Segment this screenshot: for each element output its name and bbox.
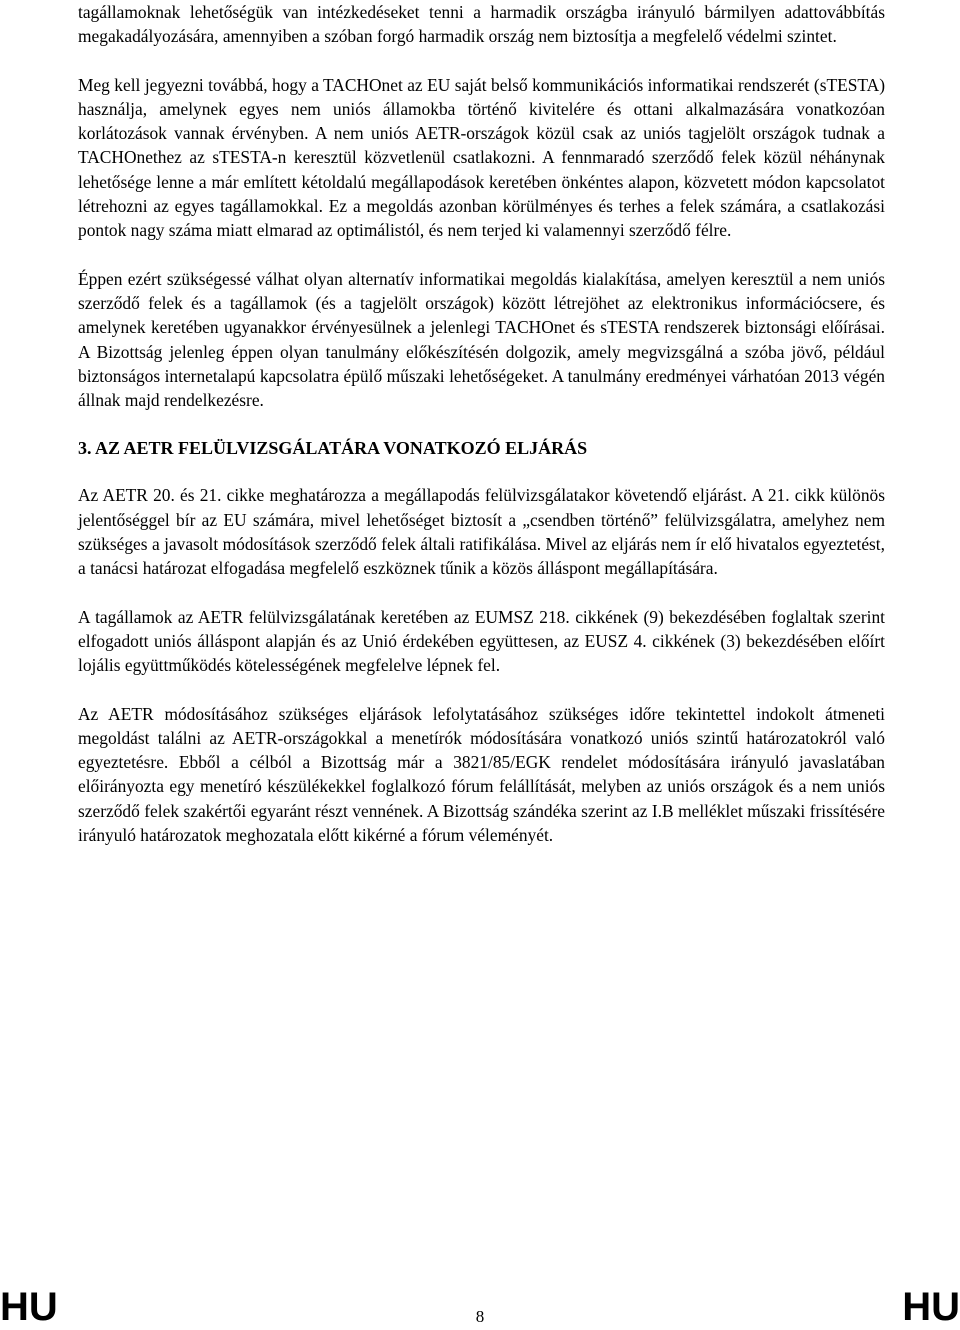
- paragraph-continuation: tagállamoknak lehetőségük van intézkedéseket tenni a harmadik országba irányuló bármilyen adattovábbítás megakadályozására, amennyiben a szóban forgó harmadik ország nem biztosítja a megfelelő védelmi szintet.: [78, 2, 885, 47]
- footer-language-right: HU: [902, 1285, 960, 1329]
- page-number: 8: [475, 1307, 485, 1326]
- paragraph-tachonet-stesta: Meg kell jegyezni továbbá, hogy a TACHOnet az EU saját belső kommunikációs informatikai rendszerét (sTESTA) használja, amelynek egyes nem uniós államokba történő kivitelére és ottani alkalmazására vonatkozóan korlátozások vannak érvényben. A nem uniós AETR-országok közül csak az uniós tagjelölt országok tudnak a TACHOnethez az sTESTA-n keresztül közvetlenül csatlakozni. A fennmaradó szerződő felek közül néhánynak lehetősége lenne a már említett kétoldalú megállapodások keretében önkéntes alapon, közvetett módon kapcsolatot létrehozni az egyes tagállamokkal. Ez a megoldás azonban körülményes és terhes a felek számára, a csatlakozási pontok nagy száma miatt elmarad az optimálistól, és nem terjed ki valamennyi szerződő félre.: [78, 74, 885, 241]
- paragraph-aetr-procedure: Az AETR 20. és 21. cikke meghatározza a megállapodás felülvizsgálatakor követendő eljárást. A 21. cikk különös jelentőséggel bír az EU számára, mivel lehetőséget biztosít a „csendben történő” felülvizsgálatra, amelyhez nem szükséges a javasolt módosítások szerződő felek általi ratifikálása. Mivel az eljárás nem ír elő hivatalos egyeztetést, a tanácsi határozat elfogadása megfelelő eszköznek tűnik a közös álláspont megállapítására.: [78, 485, 885, 579]
- document-body: [78, 0, 885, 847]
- paragraph-member-states: A tagállamok az AETR felülvizsgálatának keretében az EUMSZ 218. cikkének (9) bekezdésében foglaltak szerint elfogadott uniós álláspont alapján és az Unió érdekében együttesen, az EUSZ 4. cikkének (3) bekezdésében előírt lojális együttműködés kötelességének megfelelve lépnek fel.: [78, 606, 885, 676]
- section-heading: 3. AZ AETR FELÜLVIZSGÁLATÁRA VONATKOZÓ ELJÁRÁS: [78, 438, 588, 459]
- paragraph-transitional-solution: Az AETR módosításához szükséges eljárások lefolytatásához szükséges időre tekintettel indokolt átmeneti megoldást találni az AETR-országokkal a menetírók módosítására vonatkozó uniós szintű határozatokról való egyeztetésre. Ebből a célból a Bizottság már a 3821/85/EGK rendelet módosítására irányuló javaslatában előirányozta egy menetíró készülékekkel foglalkozó fórum felállítását, melyben az uniós országok és a nem uniós szerződő felek szakértői egyaránt részt vennének. A Bizottság szándéka szerint az I.B melléklet műszaki frissítésére irányuló határozatok meghozatala előtt kikérné a fórum véleményét.: [78, 703, 885, 846]
- footer-language-left: HU: [0, 1285, 58, 1329]
- paragraph-alternative-solution: Éppen ezért szükségessé válhat olyan alternatív informatikai megoldás kialakítása, amelyen keresztül a nem uniós szerződő felek és a tagállamok (és a tagjelölt országok) között létrejöhet az elektronikus információcsere, és amelynek keretében ugyanakkor érvényesülnek a jelenlegi TACHOnet és sTESTA rendszerek biztonsági előírásai. A Bizottság jelenleg éppen olyan tanulmány előkészítésén dolgozik, amely megvizsgálná a szóba jövő, például biztonságos internetalapú kapcsolatra épülő műszaki lehetőségeket. A tanulmány eredményei várhatóan 2013 végén állnak majd rendelkezésre.: [78, 268, 885, 411]
